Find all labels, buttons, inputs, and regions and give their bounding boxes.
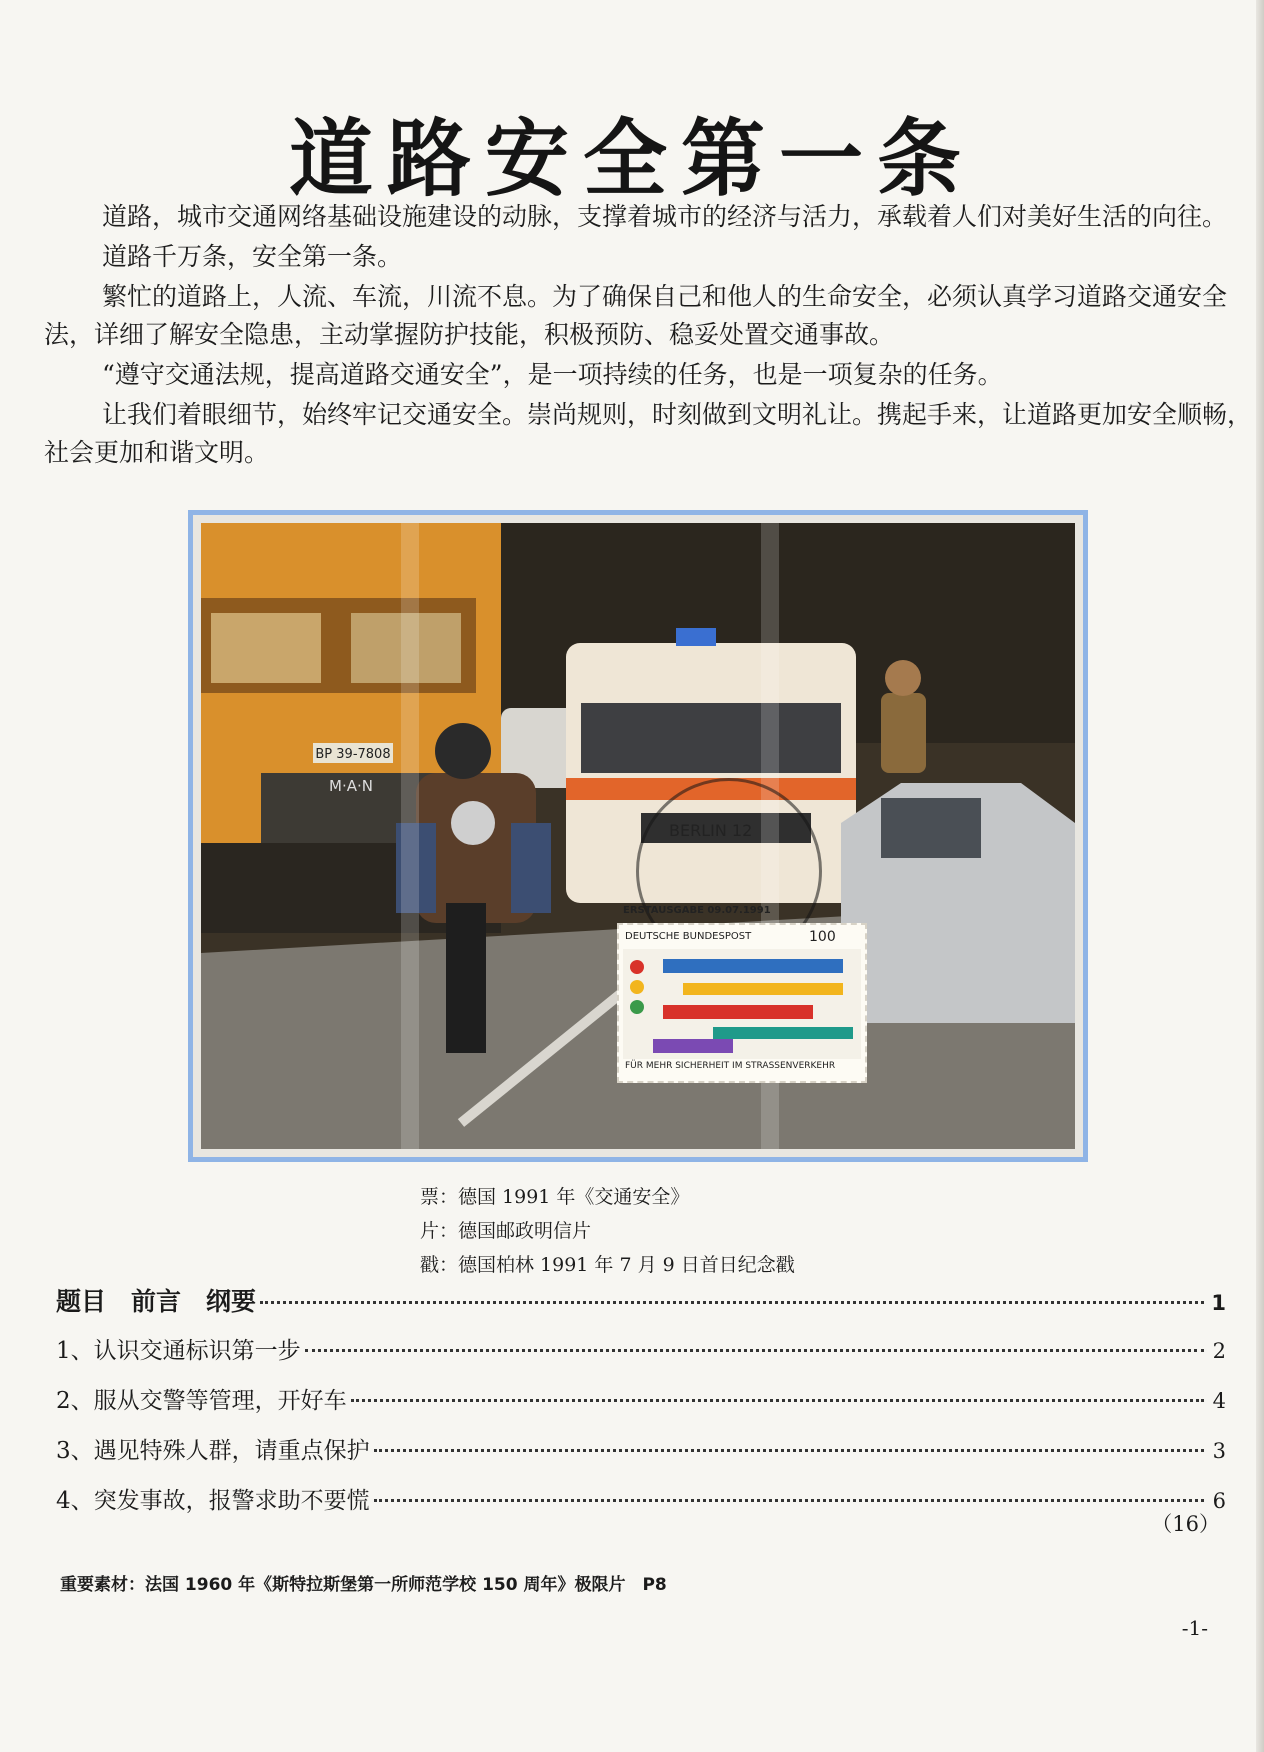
stamp-art xyxy=(623,949,861,1059)
toc-label: 2、服从交警等管理，开好车 xyxy=(56,1388,347,1414)
toc-heading xyxy=(56,1282,1226,1332)
toc-label: 4、突发事故，报警求助不要慌 xyxy=(56,1488,370,1514)
page-title: 道路安全第一条 xyxy=(288,110,975,208)
toc-total: （16） xyxy=(1151,1512,1220,1536)
page-number: -1- xyxy=(1181,1616,1208,1640)
intro-paragraph: 道路千万条，安全第一条。 xyxy=(102,242,403,271)
caption-card: 片：德国邮政明信片 xyxy=(420,1220,592,1242)
maxicard-frame xyxy=(188,510,1088,1162)
toc-page: 3 xyxy=(1212,1439,1226,1463)
toc-label: 3、遇见特殊人群，请重点保护 xyxy=(56,1438,370,1464)
stamp-value: 100 xyxy=(809,929,836,945)
intro-text xyxy=(44,198,1264,474)
truck-brand: M·A·N xyxy=(329,777,373,795)
toc-page: 6 xyxy=(1212,1489,1226,1513)
toc-leader xyxy=(260,1301,1204,1304)
postmark-date: ERSTAUSGABE 09.07.1991 xyxy=(623,905,771,916)
toc-page: 2 xyxy=(1212,1339,1226,1363)
caption-postmark: 戳：德国柏林 1991 年 7 月 9 日首日纪念戳 xyxy=(420,1254,795,1276)
toc-page: 1 xyxy=(1211,1291,1226,1315)
toc-page: 4 xyxy=(1212,1389,1226,1413)
truck-plate-text: BP 39-7808 xyxy=(315,747,391,762)
table-of-contents xyxy=(56,1282,1226,1532)
intro-paragraph: 繁忙的道路上，人流、车流，川流不息。为了确保自己和他人的生命安全，必须认真学习道路交通安全法，详细了解安全隐患，主动掌握防护技能，积极预防、稳妥处置交通事故。 xyxy=(44,282,1228,349)
toc-leader xyxy=(351,1399,1204,1402)
toc-item xyxy=(56,1432,1226,1482)
stamp-text: FÜR MEHR SICHERHEIT IM STRASSENVERKEHR xyxy=(625,1061,836,1071)
intro-paragraph: 道路，城市交通网络基础设施建设的动脉，支撑着城市的经济与活力，承载着人们对美好生活的向往。 xyxy=(102,202,1228,231)
intro-paragraph: 让我们着眼细节，始终牢记交通安全。崇尚规则，时刻做到文明礼让。携起手来，让道路更加安全顺畅，社会更加和谐文明。 xyxy=(44,400,1253,467)
toc-leader xyxy=(374,1499,1204,1502)
stamp xyxy=(617,905,867,1083)
photo-caption xyxy=(420,1180,795,1282)
toc-leader xyxy=(305,1349,1204,1352)
toc-item xyxy=(56,1382,1226,1432)
toc-leader xyxy=(374,1449,1204,1452)
stamp-country: DEUTSCHE BUNDESPOST xyxy=(625,931,752,942)
toc-item xyxy=(56,1482,1226,1532)
toc-label: 1、认识交通标识第一步 xyxy=(56,1338,301,1364)
caption-stamp: 票：德国 1991 年《交通安全》 xyxy=(420,1186,690,1208)
intro-paragraph: “遵守交通法规，提高道路交通安全”，是一项持续的任务，也是一项复杂的任务。 xyxy=(102,360,1003,389)
toc-item xyxy=(56,1332,1226,1382)
toc-label: 题目 前言 纲要 xyxy=(56,1287,257,1316)
material-note: 重要素材：法国 1960 年《斯特拉斯堡第一所师范学校 150 周年》极限片 P8 xyxy=(60,1575,667,1595)
postmark-city: BERLIN 12 xyxy=(669,821,753,840)
maxicard-photo xyxy=(201,523,1075,1149)
